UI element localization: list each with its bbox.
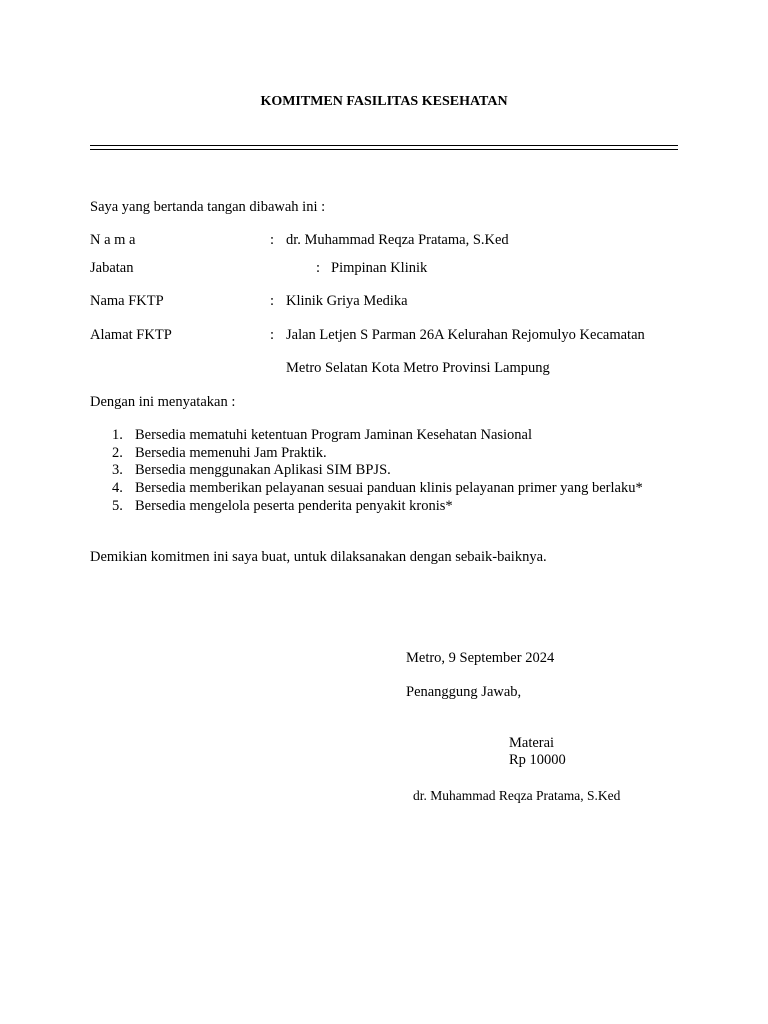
alamat-line2: Metro Selatan Kota Metro Provinsi Lampung xyxy=(286,360,550,376)
alamat-line1: Jalan Letjen S Parman 26A Kelurahan Rejomulyo Kecamatan xyxy=(286,327,645,343)
alamat-label: Alamat FKTP xyxy=(90,327,172,343)
nama-value: dr. Muhammad Reqza Pratama, S.Ked xyxy=(286,232,509,248)
list-item-number: 5. xyxy=(112,498,123,514)
nama-colon: : xyxy=(270,232,275,248)
signature-role: Penanggung Jawab, xyxy=(406,684,522,700)
list-item-text: Bersedia memenuhi Jam Praktik. xyxy=(135,445,327,461)
list-item-number: 2. xyxy=(112,445,123,461)
stamp-label: Materai xyxy=(509,735,555,751)
fktp-colon: : xyxy=(270,293,275,309)
header-rule-top xyxy=(90,145,678,146)
jabatan-label: Jabatan xyxy=(90,260,134,276)
document-title: KOMITMEN FASILITAS KESEHATAN xyxy=(260,94,508,109)
list-item-text: Bersedia mengelola peserta penderita penyakit kronis* xyxy=(135,498,453,514)
jabatan-colon: : xyxy=(316,260,321,276)
list-item-number: 4. xyxy=(112,480,123,496)
intro-text: Saya yang bertanda tangan dibawah ini : xyxy=(90,199,326,215)
stamp-amount: Rp 10000 xyxy=(509,752,566,768)
signature-place-date: Metro, 9 September 2024 xyxy=(406,650,555,666)
statement-intro: Dengan ini menyatakan : xyxy=(90,394,236,410)
jabatan-value: Pimpinan Klinik xyxy=(331,260,428,276)
list-item-text: Bersedia memberikan pelayanan sesuai panduan klinis pelayanan primer yang berlaku* xyxy=(135,480,643,496)
signatory-name: dr. Muhammad Reqza Pratama, S.Ked xyxy=(413,788,621,803)
fktp-label: Nama FKTP xyxy=(90,293,164,309)
list-item-text: Bersedia menggunakan Aplikasi SIM BPJS. xyxy=(135,462,391,478)
list-item-number: 1. xyxy=(112,427,123,443)
header-rule-bottom xyxy=(90,149,678,150)
list-item-text: Bersedia mematuhi ketentuan Program Jaminan Kesehatan Nasional xyxy=(135,427,533,443)
fktp-value: Klinik Griya Medika xyxy=(286,293,408,309)
closing-text: Demikian komitmen ini saya buat, untuk dilaksanakan dengan sebaik-baiknya. xyxy=(90,549,547,565)
list-item-number: 3. xyxy=(112,462,123,478)
alamat-colon: : xyxy=(270,327,275,343)
nama-label: N a m a xyxy=(90,232,136,248)
